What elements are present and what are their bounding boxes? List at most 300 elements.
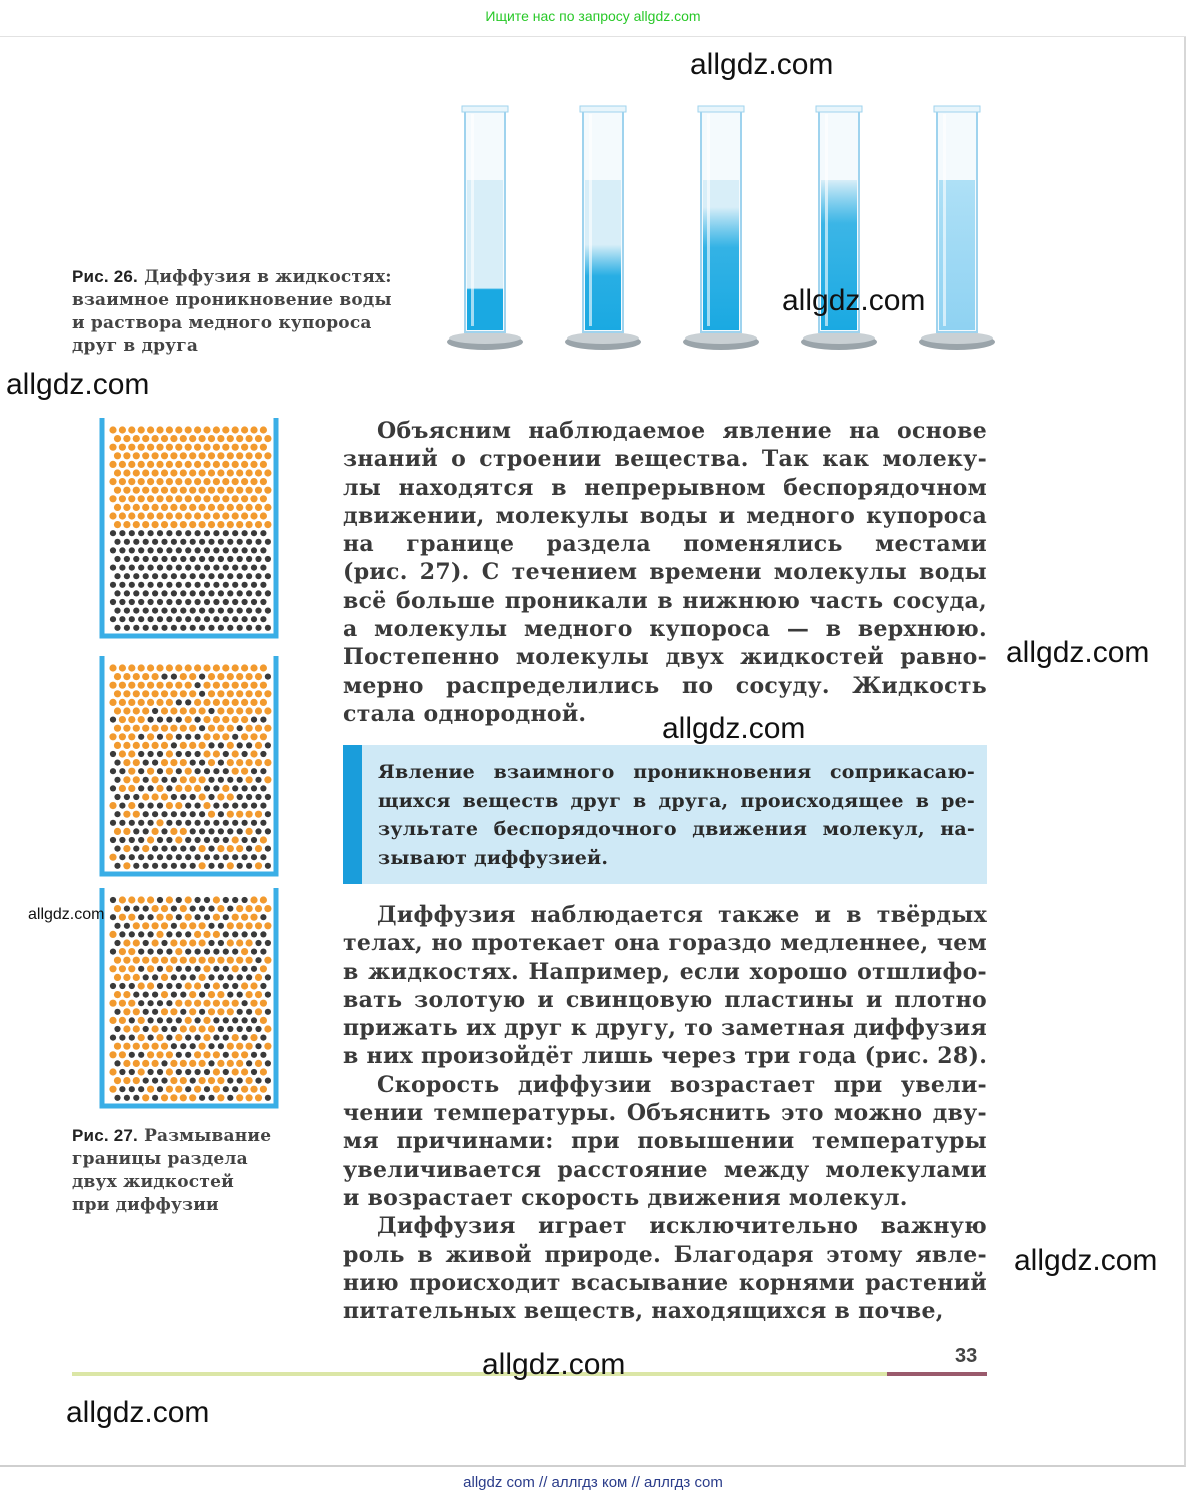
paragraph-line: в жидкостях. Например, если хорошо отшлифо- [343,958,987,985]
water-molecule [217,725,224,732]
water-molecule [194,461,201,468]
water-molecule [161,521,168,528]
copper-sulfate-molecule [143,608,149,614]
watermark[interactable]: allgdz.com [1006,636,1150,669]
copper-sulfate-molecule [190,573,196,579]
water-molecule [152,957,159,964]
water-molecule [250,1000,257,1007]
watermark[interactable]: allgdz.com [782,284,926,317]
water-molecule [156,512,163,519]
copper-sulfate-molecule [114,1026,120,1032]
copper-sulfate-molecule [246,608,252,614]
paragraph-line: на границе раздела поменялись местами [343,531,987,558]
watermark[interactable]: allgdz.com [6,368,150,401]
water-molecule [250,699,257,706]
copper-sulfate-molecule [232,983,238,989]
copper-sulfate-molecule [110,582,116,588]
copper-sulfate-molecule [124,539,130,545]
water-molecule [208,759,215,766]
water-molecule [114,905,121,912]
copper-sulfate-molecule [208,708,214,714]
water-molecule [119,716,126,723]
water-molecule [208,521,215,528]
water-molecule [264,469,271,476]
water-molecule [161,742,168,749]
water-molecule [217,504,224,511]
copper-sulfate-molecule [171,1043,177,1049]
water-molecule [236,1043,243,1050]
water-molecule [250,914,257,921]
water-molecule [133,742,140,749]
copper-sulfate-molecule [246,590,252,596]
copper-sulfate-molecule [161,1026,167,1032]
copper-sulfate-molecule [152,625,158,631]
copper-sulfate-molecule [218,625,224,631]
water-molecule [175,444,182,451]
water-molecule [246,922,253,929]
fig26-cylinders [435,100,995,358]
copper-sulfate-molecule [114,1095,120,1101]
copper-sulfate-molecule [190,863,196,869]
paragraph-line: Диффузия играет исключительно важную [377,1213,987,1240]
water-molecule [123,862,130,869]
water-molecule [119,785,126,792]
water-molecule [194,1000,201,1007]
definition-text [378,758,975,873]
copper-sulfate-molecule [260,599,266,605]
copper-sulfate-molecule [208,794,214,800]
water-molecule [114,673,121,680]
copper-sulfate-molecule [213,837,219,843]
copper-sulfate-molecule [195,803,201,809]
copper-sulfate-molecule [166,1035,172,1041]
copper-sulfate-molecule [161,863,167,869]
copper-sulfate-molecule [204,949,210,955]
copper-sulfate-molecule [251,768,257,774]
water-molecule [236,922,243,929]
copper-sulfate-molecule [251,582,257,588]
water-molecule [236,759,243,766]
water-molecule [189,504,196,511]
water-molecule [227,759,234,766]
water-molecule [175,948,182,955]
water-molecule [213,1051,220,1058]
water-molecule [147,664,154,671]
copper-sulfate-molecule [161,625,167,631]
water-molecule [246,759,253,766]
copper-sulfate-molecule [180,608,186,614]
water-molecule [175,426,182,433]
copper-sulfate-molecule [157,966,163,972]
copper-sulfate-molecule [223,854,229,860]
copper-sulfate-molecule [114,539,120,545]
water-molecule [119,699,126,706]
water-molecule [199,845,206,852]
copper-sulfate-molecule [208,846,214,852]
water-molecule [114,435,121,442]
water-molecule [152,776,159,783]
definition-line: зультате беспорядочного движения молекул, на- [378,818,975,841]
water-molecule [250,1034,257,1041]
water-molecule [185,461,192,468]
water-molecule [156,914,163,921]
water-molecule [194,1051,201,1058]
water-molecule [114,504,121,511]
copper-sulfate-molecule [157,983,163,989]
water-molecule [260,896,267,903]
water-molecule [152,1043,159,1050]
copper-sulfate-molecule [138,803,144,809]
water-molecule [264,707,271,714]
copper-sulfate-molecule [227,1078,233,1084]
copper-sulfate-molecule [161,573,167,579]
water-molecule [109,512,116,519]
water-molecule [213,931,220,938]
water-molecule [128,733,135,740]
water-molecule [260,444,267,451]
water-molecule [147,896,154,903]
cylinder-lip [580,106,626,112]
water-molecule [213,896,220,903]
water-molecule [236,845,243,852]
water-molecule [119,512,126,519]
copper-sulfate-molecule [138,1000,144,1006]
water-molecule [236,452,243,459]
copper-sulfate-molecule [195,682,201,688]
copper-sulfate-molecule [260,565,266,571]
copper-sulfate-molecule [124,794,130,800]
page-number: 33 [955,1345,978,1367]
copper-sulfate-molecule [255,608,261,614]
water-molecule [255,725,262,732]
copper-sulfate-molecule [129,837,135,843]
copper-sulfate-molecule [237,539,243,545]
water-molecule [119,1051,126,1058]
copper-sulfate-molecule [223,751,229,757]
water-molecule [175,802,182,809]
water-molecule [161,487,168,494]
copper-sulfate-molecule [190,811,196,817]
watermark[interactable]: allgdz.com [28,906,105,923]
copper-sulfate-molecule [133,590,139,596]
water-molecule [175,495,182,502]
water-molecule [217,452,224,459]
watermark[interactable]: allgdz.com [662,712,806,745]
water-molecule [142,521,149,528]
water-molecule [119,733,126,740]
copper-sulfate-molecule [138,949,144,955]
water-molecule [232,1068,239,1075]
copper-sulfate-molecule [171,625,177,631]
copper-sulfate-molecule [195,547,201,553]
watermark[interactable]: allgdz.com [66,1396,210,1429]
copper-sulfate-molecule [161,1078,167,1084]
water-molecule [250,461,257,468]
copper-sulfate-molecule [176,599,182,605]
copper-sulfate-molecule [185,854,191,860]
water-molecule [199,1025,206,1032]
cylinder-lip [462,106,508,112]
water-molecule [166,682,173,689]
copper-sulfate-molecule [157,734,163,740]
copper-sulfate-molecule [166,1017,172,1023]
copper-sulfate-molecule [110,949,116,955]
paragraph-explanation [343,417,987,728]
water-molecule [123,828,130,835]
water-molecule [189,991,196,998]
water-molecule [250,495,257,502]
copper-sulfate-molecule [204,1086,210,1092]
copper-sulfate-molecule [180,863,186,869]
copper-sulfate-molecule [148,949,154,955]
water-molecule [203,1000,210,1007]
water-molecule [119,965,126,972]
water-molecule [232,965,239,972]
water-molecule [166,664,173,671]
cylinder-lip [698,106,744,112]
water-molecule [180,939,187,946]
water-molecule [189,1094,196,1101]
copper-sulfate-molecule [143,974,149,980]
water-molecule [236,521,243,528]
water-molecule [264,725,271,732]
copper-sulfate-molecule [185,699,191,705]
watermark[interactable]: allgdz.com [1014,1244,1158,1277]
copper-sulfate-molecule [227,1095,233,1101]
water-molecule [175,1086,182,1093]
copper-sulfate-molecule [157,616,163,622]
water-molecule [255,862,262,869]
paragraph-line: Объясним наблюдаемое явление на основе [377,418,987,444]
water-molecule [161,452,168,459]
water-molecule [152,452,159,459]
copper-sulfate-molecule [199,625,205,631]
water-molecule [109,1017,116,1024]
copper-sulfate-molecule [232,803,238,809]
water-molecule [199,487,206,494]
water-molecule [119,495,126,502]
water-molecule [260,699,267,706]
copper-sulfate-molecule [246,863,252,869]
water-molecule [123,939,130,946]
water-molecule [152,828,159,835]
water-molecule [199,452,206,459]
paragraph-line: питательных веществ, находящихся в почве, [343,1298,944,1325]
copper-sulfate-molecule [223,599,229,605]
water-molecule [222,785,229,792]
water-molecule [255,811,262,818]
cylinder-base-top [685,332,757,344]
copper-sulfate-molecule [242,966,248,972]
paragraph-line: стала однородной. [343,700,587,727]
water-molecule [194,664,201,671]
cylinder-base-top [567,332,639,344]
water-molecule [161,690,168,697]
water-molecule [180,521,187,528]
water-molecule [138,512,145,519]
copper-sulfate-molecule [265,940,271,946]
water-molecule [227,939,234,946]
water-molecule [119,1000,126,1007]
water-molecule [166,495,173,502]
water-molecule [264,1043,271,1050]
watermark[interactable]: allgdz.com [690,48,834,81]
copper-sulfate-molecule [138,547,144,553]
water-molecule [232,1034,239,1041]
copper-sulfate-molecule [232,897,238,903]
copper-sulfate-molecule [237,742,243,748]
water-molecule [138,716,145,723]
copper-sulfate-molecule [119,1069,125,1075]
copper-sulfate-molecule [255,539,261,545]
water-molecule [232,1000,239,1007]
water-molecule [199,1043,206,1050]
watermark[interactable]: allgdz.com [482,1348,626,1381]
water-molecule [114,1043,121,1050]
copper-sulfate-molecule [218,608,224,614]
water-molecule [123,690,130,697]
copper-sulfate-molecule [232,530,238,536]
paragraph-line: лы находятся в непрерывном беспорядочном [343,474,987,501]
water-molecule [138,444,145,451]
copper-sulfate-molecule [171,590,177,596]
water-molecule [138,1017,145,1024]
water-molecule [189,707,196,714]
water-molecule [142,690,149,697]
bottom-banner[interactable]: allgdz com // аллгдз ком // аллгдз com [463,1474,723,1491]
copper-sulfate-molecule [148,820,154,826]
water-molecule [185,768,192,775]
water-molecule [152,504,159,511]
copper-sulfate-molecule [232,565,238,571]
copper-sulfate-molecule [185,1035,191,1041]
copper-sulfate-molecule [124,608,130,614]
copper-sulfate-molecule [190,625,196,631]
water-molecule [208,811,215,818]
copper-sulfate-molecule [143,539,149,545]
water-molecule [180,776,187,783]
water-molecule [222,1000,229,1007]
copper-sulfate-molecule [246,573,252,579]
copper-sulfate-molecule [218,1026,224,1032]
water-molecule [166,896,173,903]
water-molecule [208,991,215,998]
water-molecule [142,1094,149,1101]
water-molecule [236,939,243,946]
water-molecule [166,461,173,468]
copper-sulfate-molecule [171,863,177,869]
water-molecule [255,1094,262,1101]
copper-sulfate-molecule [110,837,116,843]
water-molecule [232,768,239,775]
copper-sulfate-molecule [114,777,120,783]
water-molecule [161,991,168,998]
water-molecule [166,768,173,775]
copper-sulfate-molecule [251,599,257,605]
water-molecule [133,1025,140,1032]
water-molecule [109,478,116,485]
copper-sulfate-molecule [185,530,191,536]
water-molecule [142,1043,149,1050]
copper-sulfate-molecule [223,803,229,809]
copper-sulfate-molecule [246,974,252,980]
water-molecule [236,707,243,714]
copper-sulfate-molecule [218,777,224,783]
fig27-vessels [98,418,284,1110]
copper-sulfate-molecule [218,539,224,545]
water-molecule [194,444,201,451]
copper-sulfate-molecule [260,547,266,553]
copper-sulfate-molecule [185,949,191,955]
water-molecule [119,896,126,903]
copper-sulfate-molecule [213,565,219,571]
fig26-caption-line: друг в друга [72,336,199,356]
water-molecule [241,461,248,468]
water-molecule [217,487,224,494]
copper-sulfate-molecule [218,811,224,817]
water-molecule [166,1086,173,1093]
copper-sulfate-molecule [237,1026,243,1032]
copper-sulfate-molecule [133,846,139,852]
copper-sulfate-molecule [227,573,233,579]
copper-sulfate-molecule [265,539,271,545]
water-molecule [152,673,159,680]
paragraph-line: знаний о строении вещества. Так как молеку- [343,446,987,473]
water-molecule [203,512,210,519]
copper-sulfate-molecule [171,742,177,748]
fig26-caption-line: и раствора медного купороса [72,313,372,333]
copper-sulfate-molecule [213,616,219,622]
copper-sulfate-molecule [204,785,210,791]
water-molecule [133,1043,140,1050]
copper-sulfate-molecule [237,590,243,596]
copper-sulfate-molecule [185,751,191,757]
water-molecule [175,1034,182,1041]
copper-sulfate-molecule [110,785,116,791]
water-molecule [213,461,220,468]
water-molecule [264,504,271,511]
water-molecule [203,802,210,809]
water-molecule [142,435,149,442]
vessel [102,888,276,1106]
water-molecule [123,759,130,766]
copper-sulfate-molecule [157,897,163,903]
water-molecule [222,444,229,451]
water-molecule [250,664,257,671]
water-molecule [222,716,229,723]
top-banner[interactable]: Ищите нас по запросу allgdz.com [0,0,1186,37]
copper-sulfate-molecule [223,949,229,955]
water-molecule [142,742,149,749]
copper-sulfate-molecule [223,837,229,843]
copper-sulfate-molecule [213,803,219,809]
copper-sulfate-molecule [143,992,149,998]
copper-sulfate-molecule [227,828,233,834]
water-molecule [208,469,215,476]
copper-sulfate-molecule [199,674,205,680]
copper-sulfate-molecule [218,760,224,766]
water-molecule [203,444,210,451]
copper-sulfate-molecule [119,803,125,809]
copper-sulfate-molecule [152,608,158,614]
copper-sulfate-molecule [246,1026,252,1032]
water-molecule [222,733,229,740]
copper-sulfate-molecule [185,616,191,622]
water-molecule [119,461,126,468]
water-molecule [203,664,210,671]
water-molecule [241,664,248,671]
copper-sulfate-molecule [119,1086,125,1092]
